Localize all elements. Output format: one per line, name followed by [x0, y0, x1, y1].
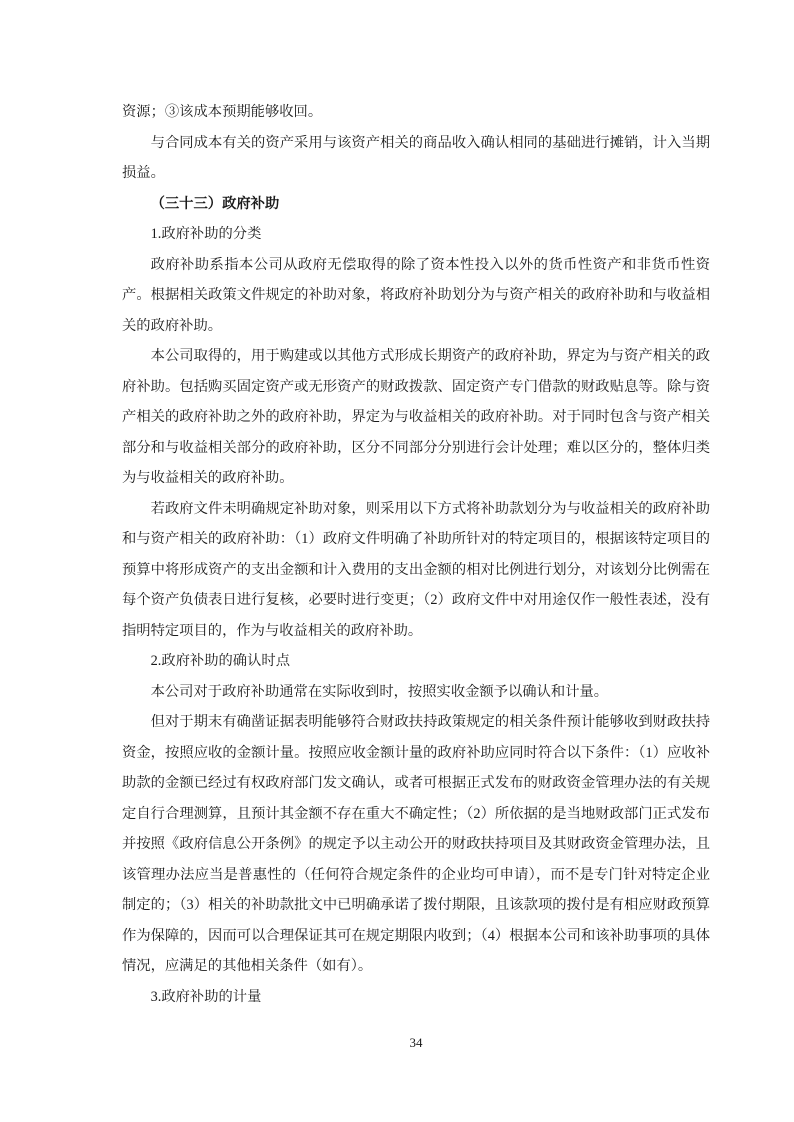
paragraph-receivable-grant-conditions: 但对于期末有确凿证据表明能够符合财政扶持政策规定的相关条件预计能够收到财政扶持资金，按照应收的金额计量。按照应收金额计量的政府补助应同时符合以下条件：（1）应收补助款的金额已经过有权政府部门发文确认，或者可根据正式发布的财政资金管理办法的有关规定自行合理测算，且预计其金额不存在重大不确定性；（2）所依据的是当地财政部门正式发布并按照《政府信息公开条例》的规定予以主动公开的财政扶持项目及其财政资金管理办法，且该管理办法应当是普惠性的（任何符合规定条件的企业均可申请），而不是专门针对特定企业制定的；（3）相关的补助款批文中已明确承诺了拨付期限，且该款项的拨付是有相应财政预算作为保障的，因而可以合理保证其可在规定期限内收到；（4）根据本公司和该补助事项的具体情况，应满足的其他相关条件（如有）。 [122, 714, 710, 974]
paragraph-grant-split-rules: 若政府文件未明确规定补助对象，则采用以下方式将补助款划分为与收益相关的政府补助和与资产相关的政府补助：（1）政府文件明确了补助所针对的特定项目的，根据该特定项目的预算中将形成资产的支出金额和计入费用的支出金额的相对比例进行划分，对该划分比例需在每个资产负债表日进行复核，必要时进行变更；（2）政府文件中对用途仅作一般性表述，没有指明特定项目的，作为与收益相关的政府补助。 [122, 500, 710, 639]
paragraph-continuation: 资源；③该成本预期能够收回。 [122, 104, 323, 120]
paragraph-recognition-on-receipt: 本公司对于政府补助通常在实际收到时，按照实收金额予以确认和计量。 [150, 683, 609, 700]
subsection-heading-grant-recognition-timing: 2.政府补助的确认时点 [150, 653, 290, 669]
page-number: 34 [409, 1035, 423, 1050]
paragraph-grant-definition: 政府补助系指本公司从政府无偿取得的除了资本性投入以外的货币性资产和非货币性资产。根据相关政策文件规定的补助对象，将政府补助划分为与资产相关的政府补助和与收益相关的政府补助。 [122, 256, 710, 334]
subsection-heading-grant-classification: 1.政府补助的分类 [150, 226, 262, 242]
document-body [122, 97, 710, 1012]
paragraph-asset-related-grants: 本公司取得的，用于购建或以其他方式形成长期资产的政府补助，界定为与资产相关的政府补助。包括购买固定资产或无形资产的财政拨款、固定资产专门借款的财政贴息等。除与资产相关的政府补助之外的政府补助，界定为与收益相关的政府补助。对于同时包含与资产相关部分和与收益相关部分的政府补助，区分不同部分分别进行会计处理；难以区分的，整体归类为与收益相关的政府补助。 [122, 348, 710, 486]
paragraph-contract-cost-amortization: 与合同成本有关的资产采用与该资产相关的商品收入确认相同的基础进行摊销，计入当期损益。 [122, 134, 710, 181]
section-heading-government-grants: （三十三）政府补助 [150, 195, 280, 212]
subsection-heading-grant-measurement: 3.政府补助的计量 [150, 988, 262, 1005]
page-footer [122, 1034, 710, 1052]
